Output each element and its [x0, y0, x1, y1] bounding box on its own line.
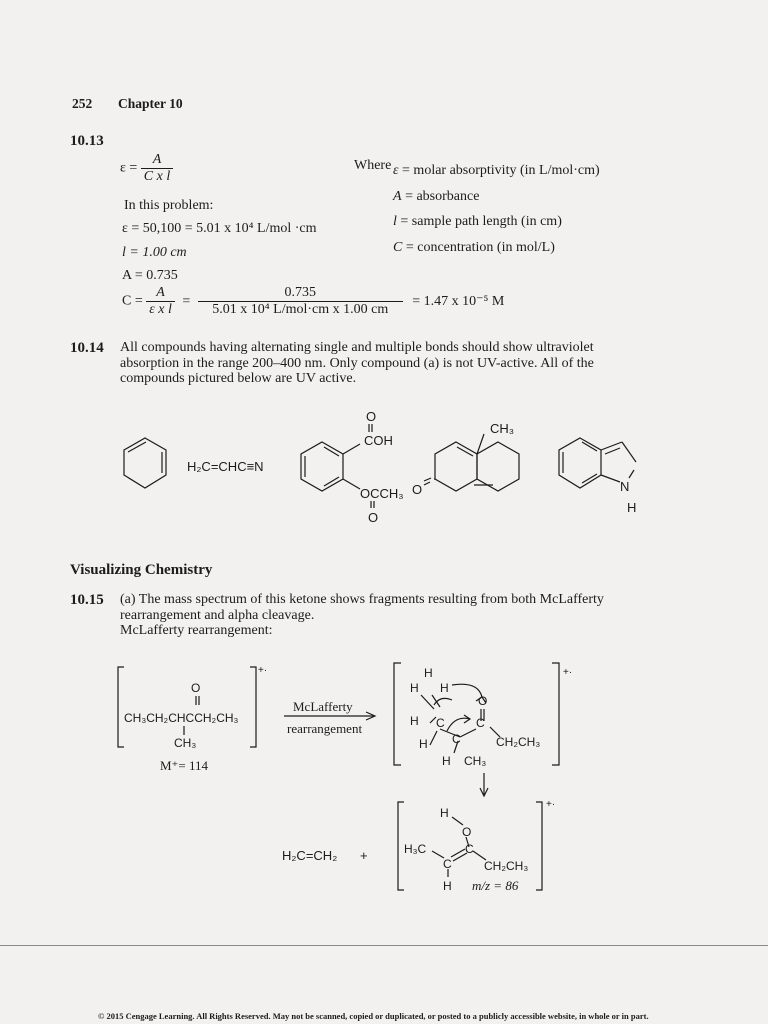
- ts-c-1: C: [436, 716, 445, 730]
- arrow-label-bottom: rearrangement: [287, 721, 363, 736]
- problem-10-15-text: [120, 592, 604, 639]
- ketone-ch3: CH₃: [174, 736, 197, 750]
- copyright-footer: © 2015 Cengage Learning. All Rights Reserved. May not be scanned, copied or duplicated, or posted to a publicly accessible website, in whole or in part.: [98, 1011, 649, 1021]
- def-path-length: l = sample path length (in cm): [393, 214, 562, 229]
- indole-n-label: N: [620, 479, 630, 494]
- uv-active-structures: [0, 400, 768, 530]
- enol-h: H: [440, 806, 449, 820]
- definitions-list: [393, 158, 600, 260]
- radical-cation-2: +·: [563, 667, 573, 678]
- c-num-1: A: [146, 285, 175, 302]
- mclafferty-scheme: [0, 655, 768, 900]
- def-epsilon: ε = molar absorptivity (in L/mol·cm): [393, 163, 600, 178]
- def-concentration: C = concentration (in mol/L): [393, 239, 555, 255]
- arrow-label-top: McLafferty: [293, 699, 353, 714]
- ketone-o-label: O: [412, 482, 423, 497]
- ts-methyl: CH₃: [464, 754, 487, 768]
- radical-cation-1: +·: [258, 665, 268, 676]
- ts-h-mid: H: [410, 714, 419, 728]
- bicyclic-enone-structure: [424, 434, 519, 491]
- p1015-line-1: (a) The mass spectrum of this ketone shows fragments resulting from both McLafferty: [120, 592, 604, 607]
- section-title: Visualizing Chemistry: [70, 562, 213, 578]
- ethylene-product: H₂C=CH₂: [282, 848, 338, 863]
- cyclohexadiene-structure: [124, 438, 166, 488]
- c-fraction-2: [198, 285, 403, 318]
- ketone-formula: CH₃CH₂CHCCH₂CH₃: [124, 711, 239, 725]
- frac-denominator: C x l: [143, 169, 171, 184]
- concentration-calculation: [122, 285, 504, 318]
- enol-o: O: [462, 825, 472, 839]
- p1015-line-3: McLafferty rearrangement:: [120, 623, 273, 638]
- c-fraction-1: [146, 285, 175, 318]
- enol-c1: C: [443, 857, 452, 871]
- ts-ethyl: CH₂CH₃: [496, 735, 541, 749]
- def-absorbance: A = absorbance: [393, 188, 480, 204]
- indole-h-label: H: [627, 500, 637, 515]
- c-den-1: ε x l: [149, 302, 172, 317]
- eps-eq: ε =: [120, 160, 138, 176]
- epsilon-value: ε = 50,100 = 5.01 x 10⁴ L/mol ·cm: [122, 221, 317, 236]
- frac-numerator: A: [141, 152, 173, 169]
- formula-fraction: [141, 152, 173, 185]
- enol-h-bottom: H: [443, 879, 452, 893]
- ts-h-bottom: H: [419, 737, 428, 751]
- c-eq: =: [182, 293, 191, 309]
- in-this-problem: In this problem:: [124, 198, 214, 213]
- enol-ethyl: CH₂CH₃: [484, 859, 529, 873]
- problem-10-14-text: [120, 340, 594, 387]
- where-label: Where: [354, 158, 392, 173]
- problem-number-10-15: 10.15: [70, 592, 104, 608]
- carboxylic-acid-label: COH: [364, 433, 393, 448]
- carbonyl-o-upper: O: [366, 409, 377, 424]
- ts-h-left: H: [410, 681, 419, 695]
- c-lhs: C =: [122, 293, 143, 309]
- enol-c2: C: [465, 842, 474, 856]
- problem-number-10-14: 10.14: [70, 340, 104, 356]
- path-length-value: l = 1.00 cm: [122, 245, 187, 260]
- ts-h-lower: H: [442, 754, 451, 768]
- problem-number-10-13: 10.13: [70, 133, 104, 149]
- methyl-label: CH₃: [490, 421, 515, 436]
- ts-c-3: C: [452, 732, 461, 746]
- mz-value: m/z = 86: [472, 878, 519, 893]
- footer-divider: [0, 945, 768, 946]
- chapter-title: Chapter 10: [118, 96, 183, 111]
- page-number: 252: [72, 96, 93, 111]
- c-den-2: 5.01 x 10⁴ L/mol·cm x 1.00 cm: [212, 302, 389, 317]
- molecular-ion: M⁺= 114: [160, 758, 209, 773]
- nitrile-structure: H₂C=CHC≡N: [187, 459, 264, 474]
- radical-cation-3: +·: [546, 799, 556, 810]
- c-num-2: 0.735: [198, 285, 403, 302]
- c-result: = 1.47 x 10⁻⁵ M: [412, 294, 505, 309]
- ts-h-top: H: [424, 666, 433, 680]
- ester-label: OCCH₃: [360, 486, 404, 501]
- p1014-line-1: All compounds having alternating single and multiple bonds should show ultraviolet: [120, 340, 594, 355]
- carbonyl-o-lower: O: [368, 510, 379, 525]
- ts-h-transfer: H: [440, 681, 449, 695]
- ts-c-2: C: [476, 716, 485, 730]
- enol-h3c: H₃C: [404, 842, 427, 856]
- plus-sign: +: [360, 848, 368, 863]
- absorbance-value: A = 0.735: [122, 268, 178, 283]
- ts-o: O: [478, 694, 488, 708]
- p1014-line-2: absorption in the range 200–400 nm. Only compound (a) is not UV-active. All of the: [120, 355, 594, 371]
- absorptivity-formula: [120, 152, 173, 185]
- ketone-o: O: [191, 681, 201, 695]
- p1015-line-2: rearrangement and alpha cleavage.: [120, 607, 315, 623]
- p1014-line-3: compounds pictured below are UV active.: [120, 371, 357, 386]
